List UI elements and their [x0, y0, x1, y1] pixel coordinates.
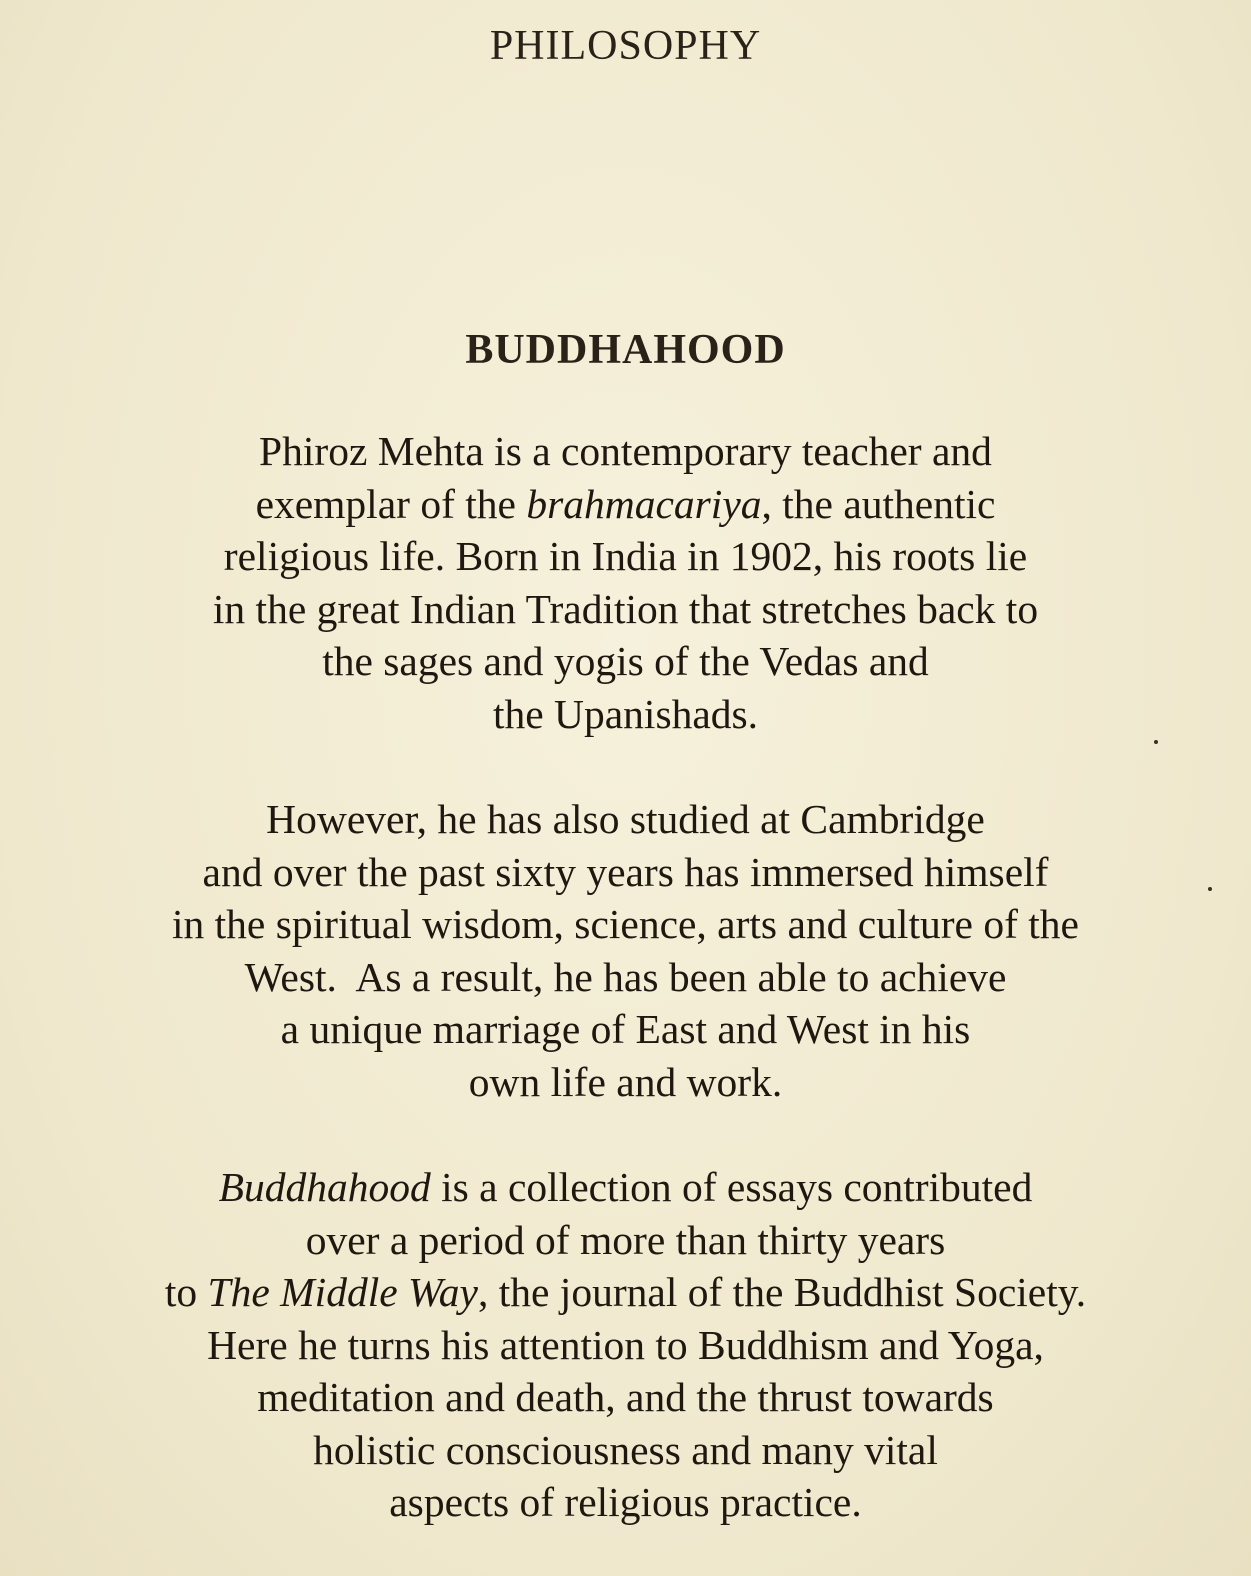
text-line: own life and work. [468, 1058, 783, 1105]
text-line: in the great Indian Tradition that stretches back to [212, 585, 1039, 632]
italic-book-title: Buddhahood [218, 1164, 431, 1210]
text-span: to [164, 1269, 208, 1315]
text-line [20, 478, 1231, 531]
text-line: a unique marriage of East and West in his [280, 1006, 971, 1052]
text-line: over a period of more than thirty years [305, 1216, 946, 1263]
text-line: Here he turns his attention to Buddhism and Yoga, [207, 1321, 1044, 1368]
text-line [20, 1161, 1231, 1214]
text-line: the Upanishads. [492, 690, 759, 737]
italic-term: brahmacariya [526, 480, 762, 527]
paragraph-author-intro [20, 425, 1231, 740]
text-span: , the journal of the Buddhist Society. [477, 1269, 1087, 1315]
category-heading: PHILOSOPHY [489, 23, 762, 69]
text-span: is a collection of essays contributed [430, 1164, 1033, 1210]
text-line: aspects of religious practice. [389, 1479, 862, 1525]
paragraph-book-description [20, 1161, 1231, 1529]
text-line: holistic consciousness and many vital [313, 1426, 938, 1473]
book-title: BUDDHAHOOD [465, 327, 786, 373]
text-line: religious life. Born in India in 1902, his roots lie [223, 533, 1028, 579]
text-span: , the authentic [761, 480, 996, 527]
text-line [20, 1266, 1231, 1319]
paper-speck [1208, 887, 1212, 891]
text-line: West. As a result, he has been able to achieve [244, 953, 1007, 1000]
text-line: meditation and death, and the thrust towards [257, 1374, 994, 1420]
text-line: in the spiritual wisdom, science, arts and culture of the [172, 901, 1079, 947]
text-span: exemplar of the [255, 480, 527, 527]
text-line: the sages and yogis of the Vedas and [322, 638, 929, 684]
text-line: and over the past sixty years has immersed himself [202, 848, 1049, 895]
text-line: Phiroz Mehta is a contemporary teacher and [259, 428, 992, 474]
paper-speck [1154, 740, 1158, 744]
paragraph-education [20, 793, 1231, 1108]
text-line: However, he has also studied at Cambridge [266, 796, 985, 842]
italic-journal-title: The Middle Way [207, 1269, 478, 1315]
